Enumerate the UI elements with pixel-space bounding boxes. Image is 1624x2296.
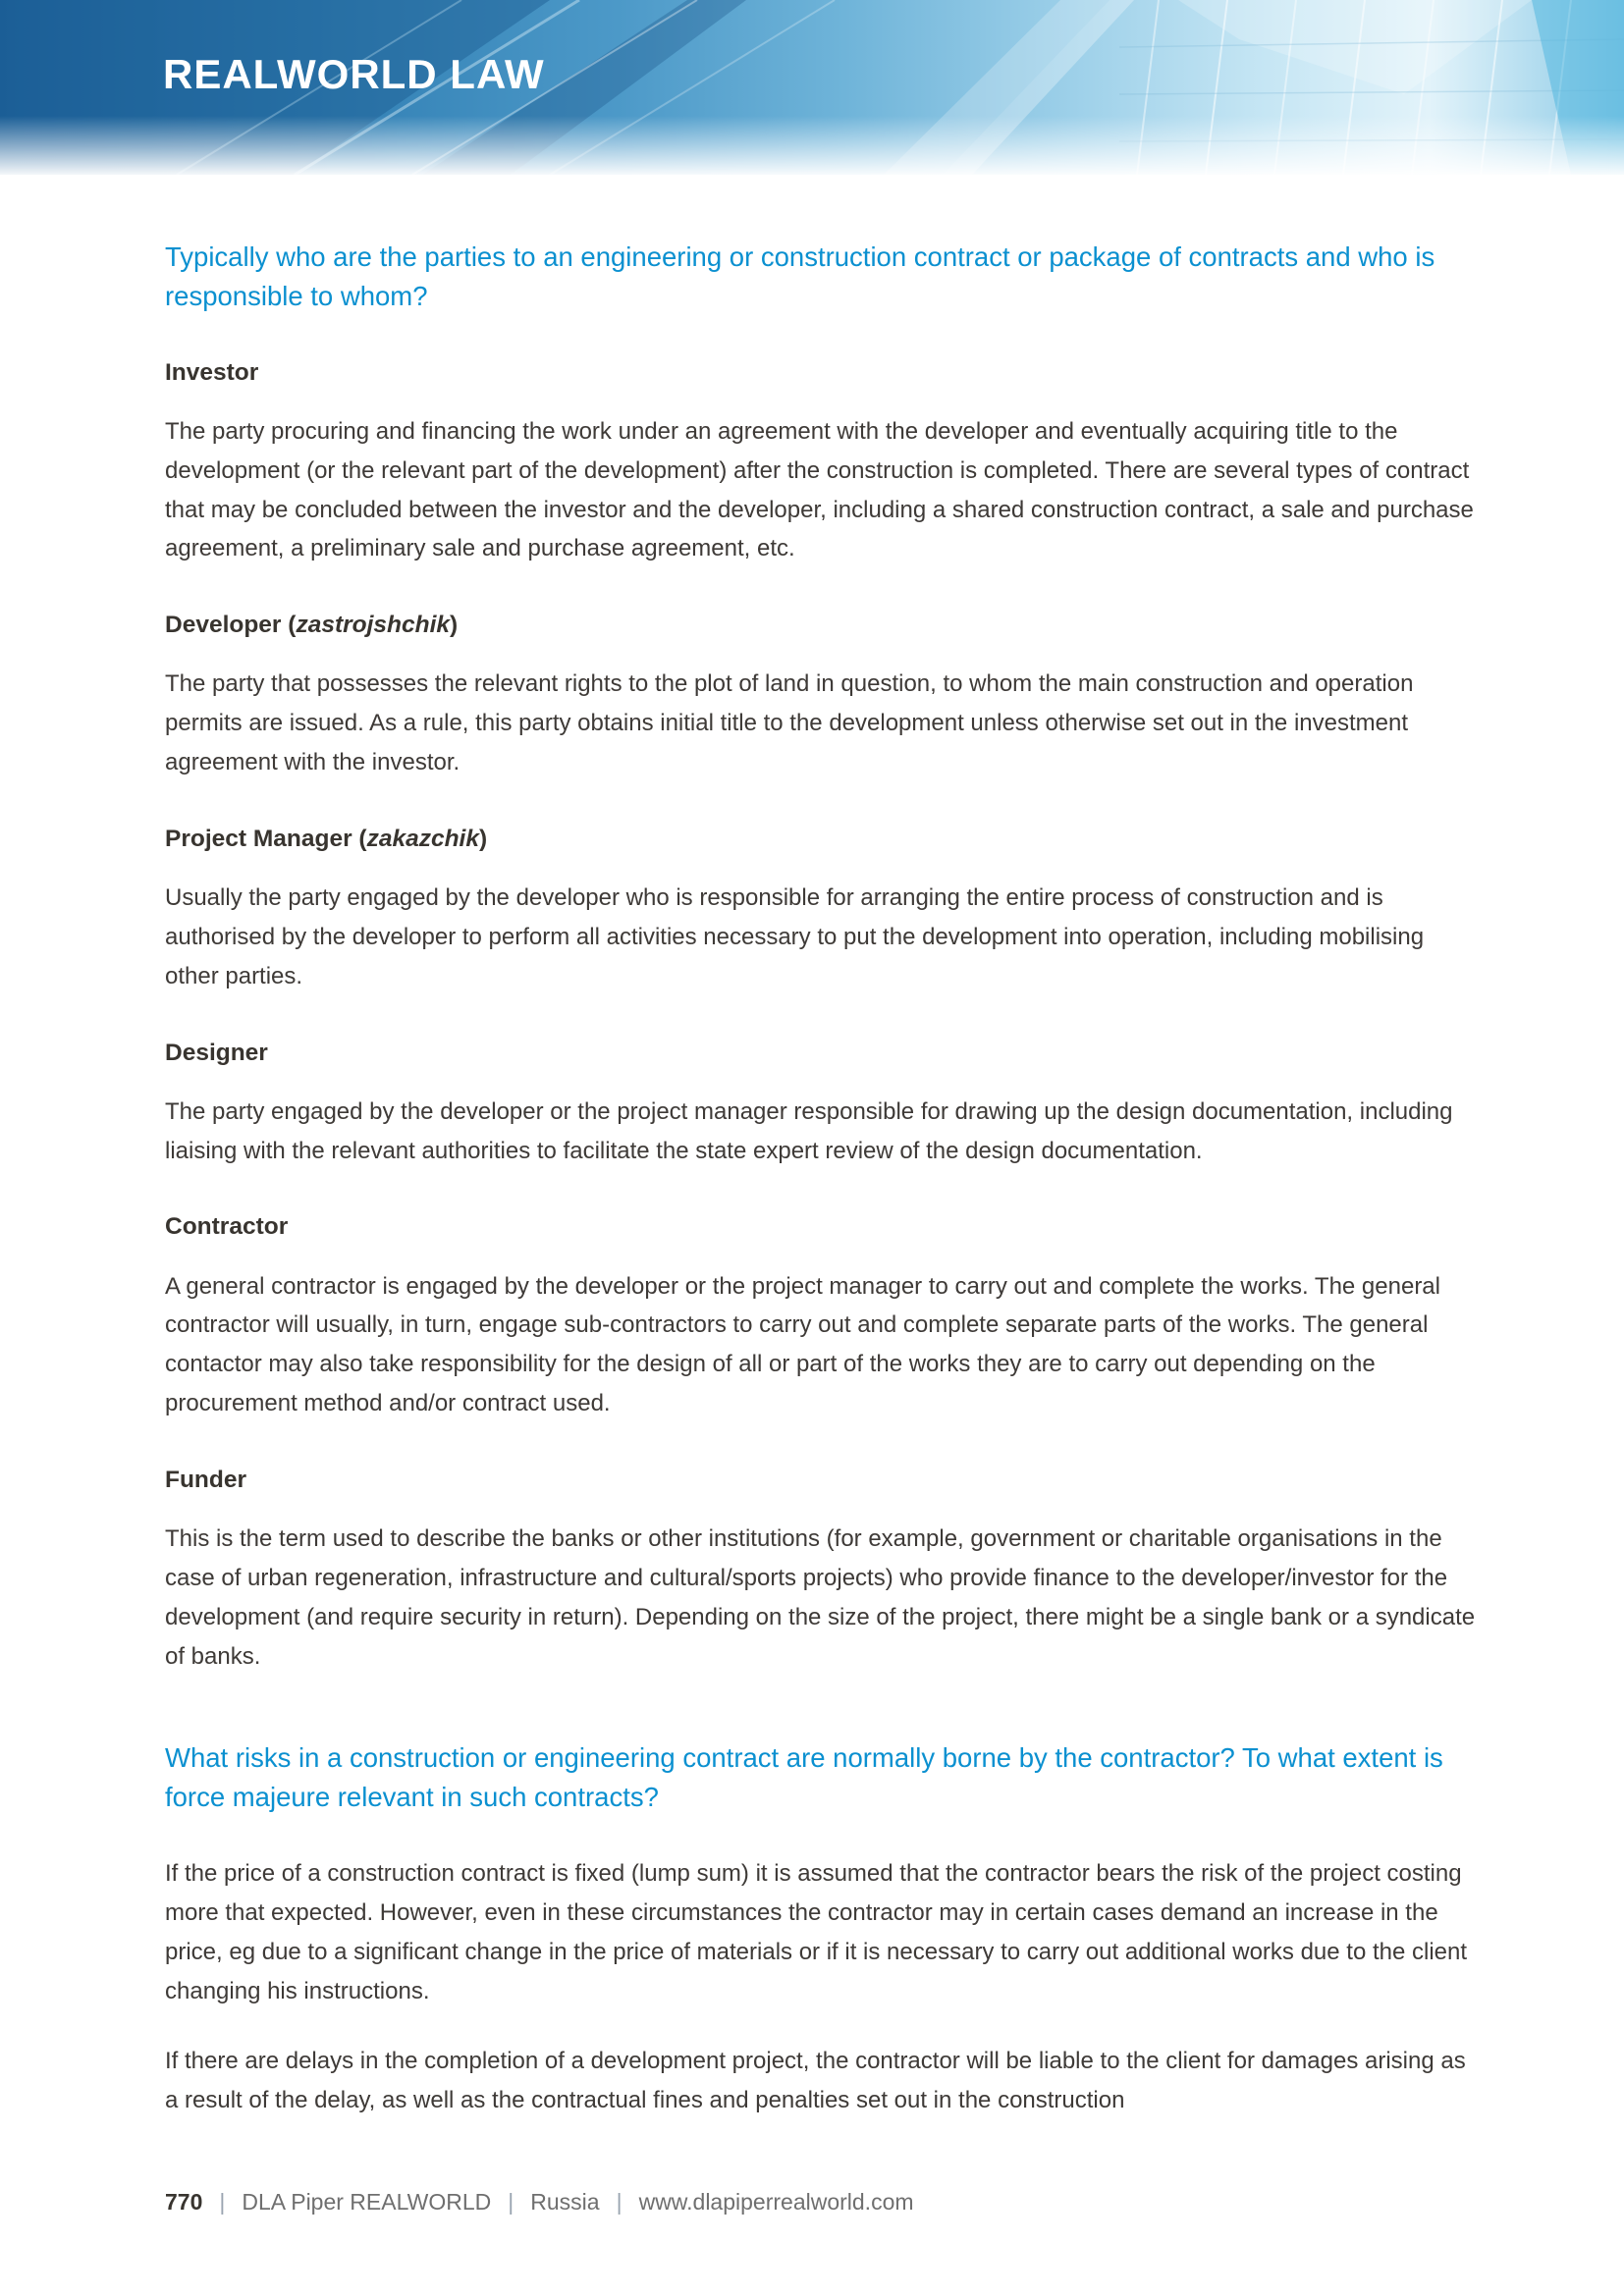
section-funder <box>165 1467 1481 1676</box>
heading-text: ) <box>450 612 459 639</box>
footer-separator: | <box>508 2189 514 2215</box>
heading-text: Developer ( <box>165 612 297 639</box>
designer-heading <box>165 1040 1481 1067</box>
heading-text: Project Manager ( <box>165 825 367 852</box>
risk-paragraph-1: If the price of a construction contract is fixed (lump sum) it is assumed that the contractor bears the risk of the project costing more that expected. However, even in these circumstances the contractor may in certain cases demand an increase in the price, eg due to a significant change in the price of materials or if it is necessary to carry out additional works due to the client changing his instructions. <box>165 1860 1468 2004</box>
page-content <box>0 175 1624 2120</box>
page-footer <box>165 2189 914 2216</box>
page-header-banner <box>0 0 1624 175</box>
footer-url[interactable]: www.dlapiperrealworld.com <box>638 2189 914 2215</box>
funder-heading <box>165 1467 1481 1494</box>
section-project-manager <box>165 826 1481 996</box>
funder-paragraph: This is the term used to describe the banks or other institutions (for example, government or charitable organisations in the case of urban regeneration, infrastructure and cultural/sports projects) who provide finance to the developer/investor for the development (and require security in return). Depending on the size of the project, there might be a single bank or a syndicate of banks. <box>165 1525 1476 1670</box>
investor-heading <box>165 359 1481 387</box>
question-heading-risks: What risks in a construction or engineering contract are normally borne by the contractor? To what extent is force majeure relevant in such contracts? <box>165 1742 1443 1813</box>
section-designer <box>165 1040 1481 1171</box>
footer-separator: | <box>219 2189 226 2215</box>
section-investor <box>165 359 1481 568</box>
heading-text: Designer <box>165 1039 268 1066</box>
heading-italic: zakazchik <box>366 825 479 852</box>
footer-brand: DLA Piper REALWORLD <box>242 2189 492 2215</box>
designer-paragraph: The party engaged by the developer or the project manager responsible for drawing up the design documentation, including liaising with the relevant authorities to facilitate the state expert review of the design documentation. <box>165 1097 1453 1164</box>
developer-paragraph: The party that possesses the relevant rights to the plot of land in question, to whom the main construction and operation permits are issued. As a rule, this party obtains initial title to the development unless otherwise set out in the investment agreement with the investor. <box>165 670 1414 776</box>
footer-separator: | <box>616 2189 623 2215</box>
contractor-paragraph: A general contractor is engaged by the developer or the project manager to carry out and complete the works. The general contractor will usually, in turn, engage sub-contractors to carry out and complete separate parts of the works. The general contactor may also take responsibility for the design of all or part of the works they are to carry out depending on the procurement method and/or contract used. <box>165 1272 1440 1417</box>
risk-paragraph-2: If there are delays in the completion of a development project, the contractor will be liable to the client for damages arising as a result of the delay, as well as the contractual fines and penalties set out in the construction <box>165 2048 1466 2114</box>
question-heading-parties: Typically who are the parties to an engineering or construction contract or package of contracts and who is responsible to whom? <box>165 241 1435 311</box>
project-manager-heading <box>165 826 1481 853</box>
footer-country: Russia <box>530 2189 600 2215</box>
heading-text: Funder <box>165 1466 247 1493</box>
project-manager-paragraph: Usually the party engaged by the developer who is responsible for arranging the entire process of construction and is authorised by the developer to perform all activities necessary to put the development into operation, including mobilising other parties. <box>165 884 1425 989</box>
developer-heading <box>165 612 1481 639</box>
section-contractor <box>165 1213 1481 1422</box>
heading-italic: zastrojshchik <box>296 612 451 639</box>
contractor-heading <box>165 1213 1481 1241</box>
page-number: 770 <box>165 2189 203 2215</box>
investor-paragraph: The party procuring and financing the work under an agreement with the developer and eventually acquiring title to the development (or the relevant part of the development) after the construction is completed. There are several types of contract that may be concluded between the investor and the developer, including a shared construction contract, a sale and purchase agreement, a preliminary sale and purchase agreement, etc. <box>165 417 1474 562</box>
heading-text: ) <box>479 825 488 852</box>
brand-title: REALWORLD LAW <box>163 51 545 97</box>
section-developer <box>165 612 1481 782</box>
heading-text: Contractor <box>165 1213 289 1241</box>
heading-text: Investor <box>165 358 259 386</box>
